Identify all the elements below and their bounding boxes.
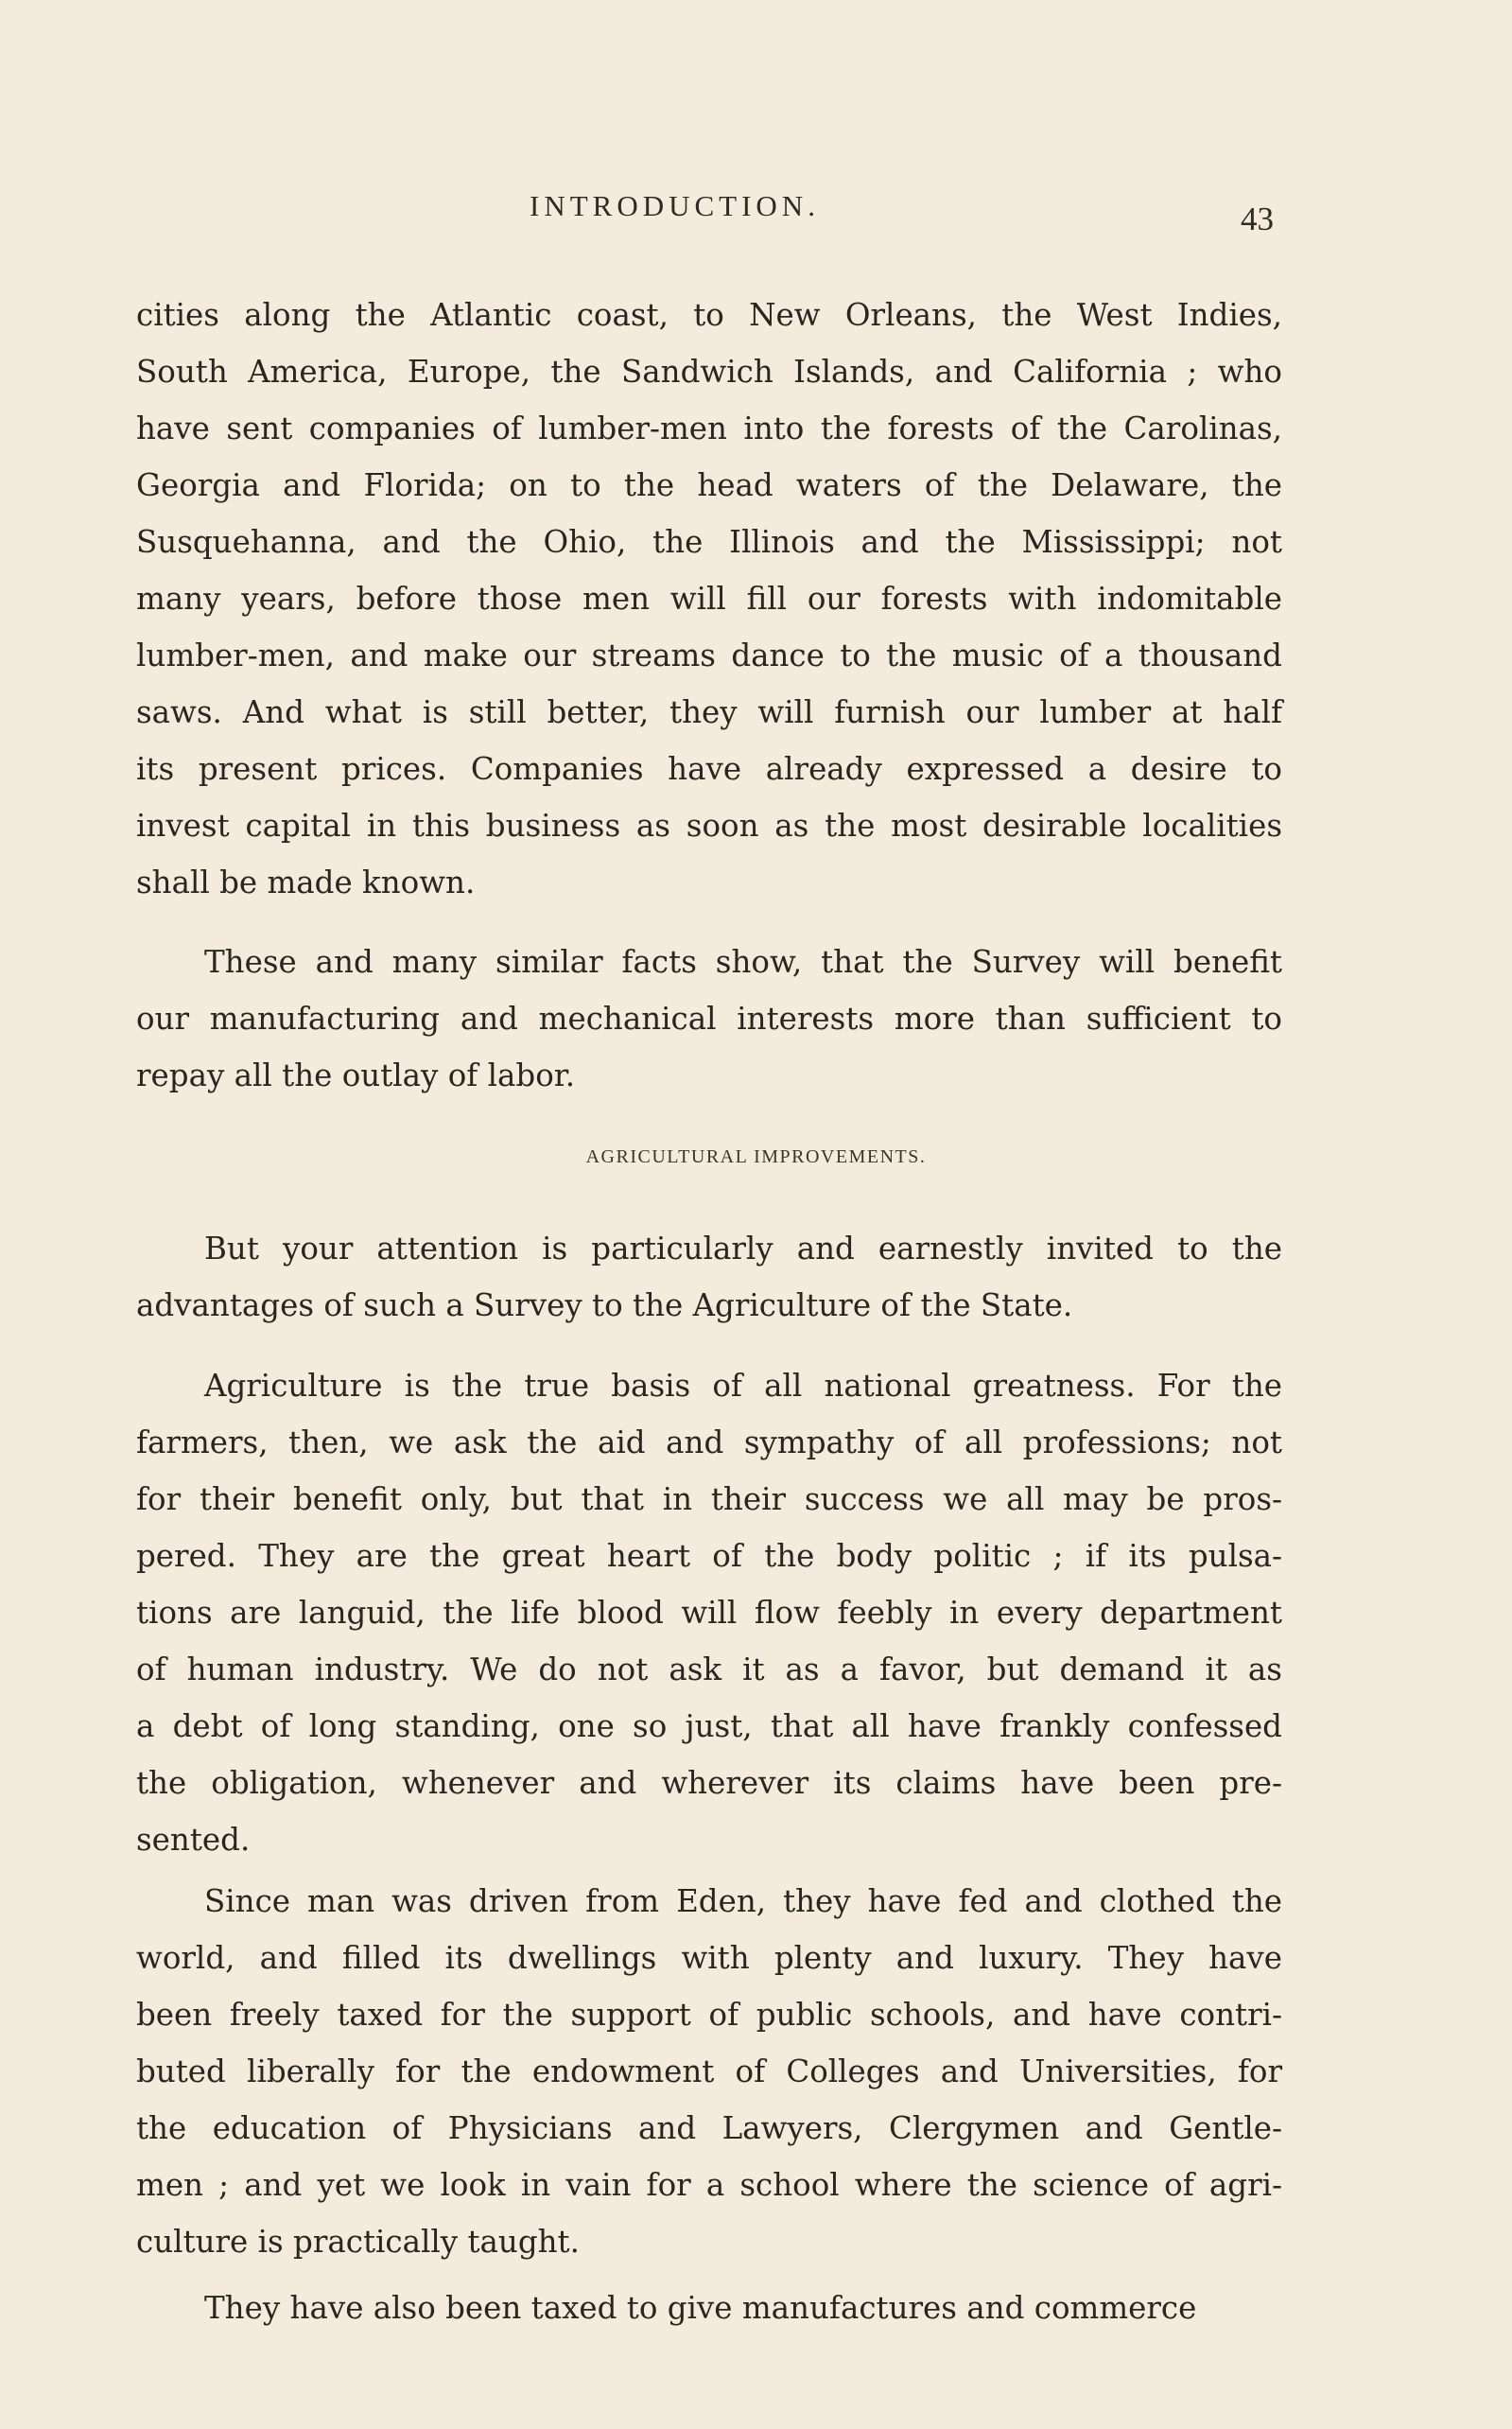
- text-line: farmers, then, we ask the aid and sympathy of all professions; not: [136, 1424, 1282, 1460]
- running-head: [0, 189, 1512, 236]
- text-line: for their benefit only, but that in their success we all may be pros-: [136, 1481, 1282, 1517]
- text-line: They have also been taxed to give manufactures and commerce: [204, 2290, 1197, 2326]
- text-line: Agriculture is the true basis of all national greatness. For the: [204, 1368, 1282, 1404]
- text-line: advantages of such a Survey to the Agriculture of the State.: [136, 1287, 1073, 1323]
- text-line: invest capital in this business as soon as the most desirable localities: [136, 808, 1282, 844]
- text-line: the education of Physicians and Lawyers, Clergymen and Gentle-: [136, 2110, 1282, 2146]
- text-line: lumber-men, and make our streams dance to the music of a thousand: [136, 638, 1282, 673]
- text-line: shall be made known.: [136, 865, 476, 900]
- text-line: culture is practically taught.: [136, 2224, 580, 2260]
- text-line: tions are languid, the life blood will flow feebly in every department: [136, 1595, 1282, 1631]
- text-line: These and many similar facts show, that the Survey will benefit: [204, 944, 1282, 980]
- text-line: of human industry. We do not ask it as a favor, but demand it as: [136, 1651, 1282, 1687]
- page-number: 43: [1241, 201, 1274, 237]
- text-line: its present prices. Companies have already expressed a desire to: [136, 751, 1282, 787]
- text-line: repay all the outlay of labor.: [136, 1057, 576, 1093]
- text-line: Susquehanna, and the Ohio, the Illinois and the Mississippi; not: [136, 524, 1282, 560]
- text-line: saws. And what is still better, they will furnish our lumber at half: [136, 694, 1282, 730]
- section-heading: AGRICULTURAL IMPROVEMENTS.: [585, 1146, 927, 1167]
- text-line: been freely taxed for the support of public schools, and have contri-: [136, 1997, 1282, 2033]
- text-line: sented.: [136, 1822, 251, 1858]
- text-line: many years, before those men will fill our forests with indomitable: [136, 581, 1282, 617]
- text-line: the obligation, whenever and wherever its claims have been pre-: [136, 1765, 1282, 1801]
- text-line: buted liberally for the endowment of Colleges and Universities, for: [136, 2053, 1282, 2089]
- text-line: Since man was driven from Eden, they have fed and clothed the: [204, 1883, 1282, 1919]
- text-line: cities along the Atlantic coast, to New Orleans, the West Indies,: [136, 297, 1282, 333]
- text-line: pered. They are the great heart of the body politic ; if its pulsa-: [136, 1538, 1282, 1574]
- text-line: a debt of long standing, one so just, that all have frankly confessed: [136, 1708, 1282, 1744]
- paragraph-6: [136, 2280, 1282, 2336]
- text-line: But your attention is particularly and earnestly invited to the: [204, 1231, 1282, 1267]
- running-title: INTRODUCTION.: [530, 189, 820, 222]
- paragraph-3: [136, 1220, 1282, 1334]
- text-line: South America, Europe, the Sandwich Islands, and California ; who: [136, 354, 1282, 390]
- text-line: Georgia and Florida; on to the head waters of the Delaware, the: [136, 467, 1282, 503]
- text-line: men ; and yet we look in vain for a school where the science of agri-: [136, 2167, 1282, 2203]
- paragraph-2: [136, 934, 1282, 1104]
- text-line: have sent companies of lumber-men into the forests of the Carolinas,: [136, 411, 1282, 446]
- text-line: our manufacturing and mechanical interests more than sufficient to: [136, 1001, 1282, 1037]
- paragraph-1: [136, 287, 1282, 911]
- paragraph-4: [136, 1357, 1282, 1868]
- paragraph-5: [136, 1873, 1282, 2270]
- text-line: world, and filled its dwellings with plenty and luxury. They have: [136, 1940, 1282, 1976]
